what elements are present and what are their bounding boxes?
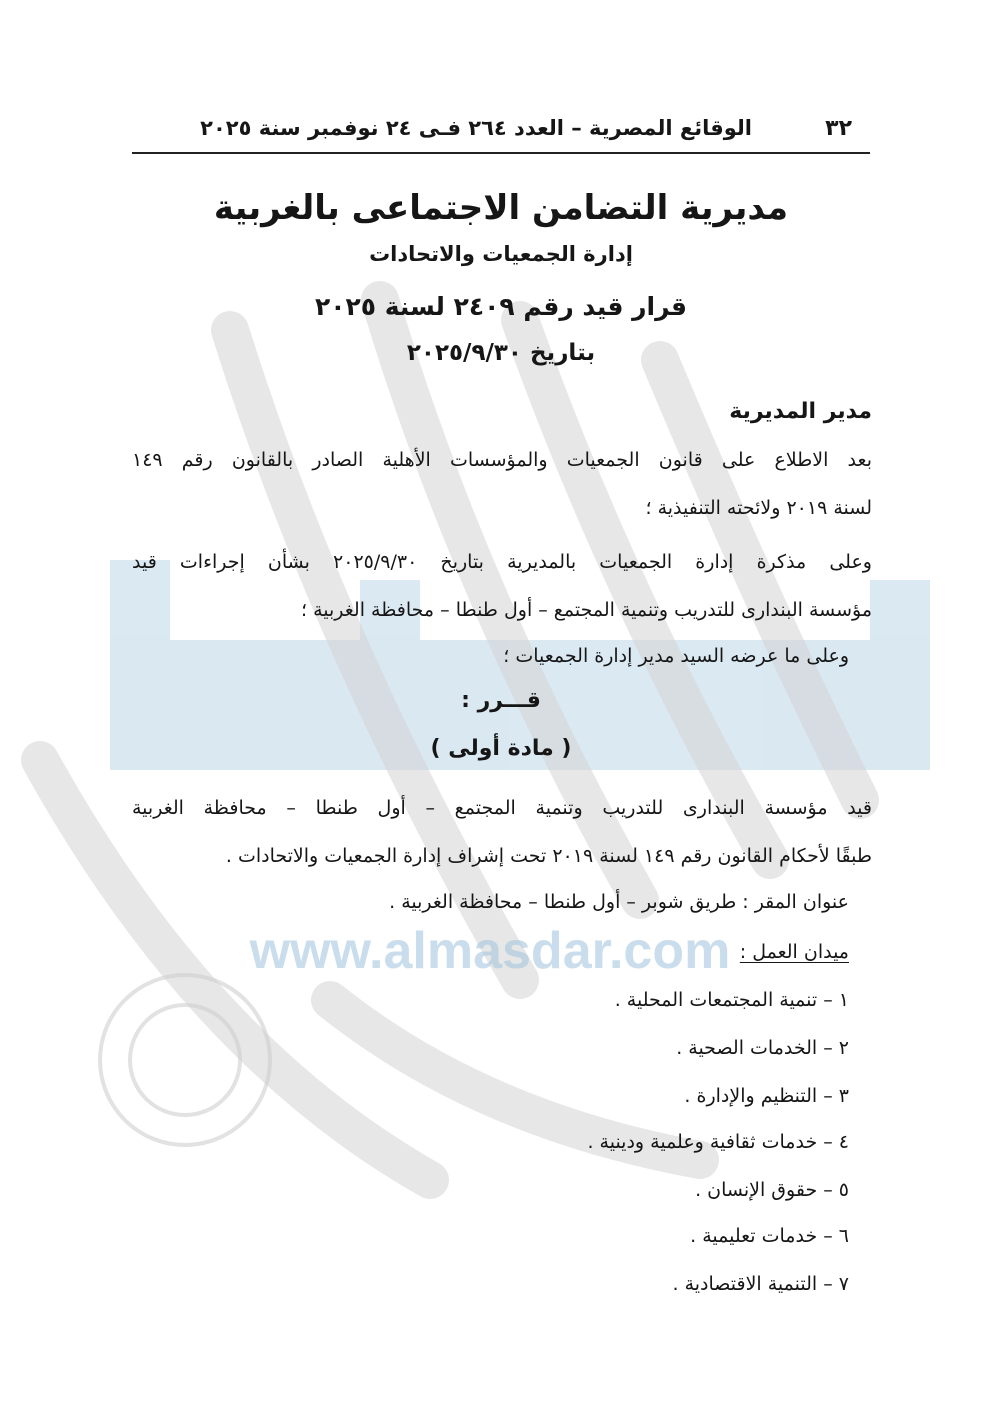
running-title: الوقائع المصرية – العدد ٢٦٤ فـى ٢٤ نوفمبر سنة ٢٠٢٥ [200, 116, 752, 140]
fields-label: ميدان العمل : [739, 941, 849, 963]
page-number: ٣٢ [825, 116, 852, 141]
preamble-line: مؤسسة البندارى للتدريب وتنمية المجتمع – أول طنطا – محافظة الغربية ؛ [300, 599, 872, 621]
running-header [132, 112, 870, 154]
preamble-line: لسنة ٢٠١٩ ولائحته التنفيذية ؛ [645, 497, 872, 519]
authority-title: مديرية التضامن الاجتماعى بالغربية [213, 188, 789, 228]
watermark-seal [100, 975, 270, 1145]
field-item: ٧ – التنمية الاقتصادية . [672, 1273, 849, 1295]
field-item: ٥ – حقوق الإنسان . [695, 1179, 849, 1201]
watermark-url: www.almasdar.com [249, 922, 731, 980]
decision-date: بتاريخ ٢٠٢٥/٩/٣٠ [406, 340, 596, 366]
field-item: ٦ – خدمات تعليمية . [690, 1225, 849, 1247]
article-text-line: طبقًا لأحكام القانون رقم ١٤٩ لسنة ٢٠١٩ تحت إشراف إدارة الجمعيات والاتحادات . [225, 845, 872, 867]
field-item: ٤ – خدمات ثقافية وعلمية ودينية . [587, 1131, 849, 1153]
preamble-line: بعد الاطلاع على قانون الجمعيات والمؤسسات الأهلية الصادر بالقانون رقم ١٤٩ [132, 449, 872, 471]
decided-heading: قـــرر : [461, 688, 541, 713]
preamble-line: وعلى مذكرة إدارة الجمعيات بالمديرية بتاريخ ٢٠٢٥/٩/٣٠ بشأن إجراءات قيد [132, 551, 872, 573]
headquarters-address: عنوان المقر : طريق شوبر – أول طنطا – محافظة الغربية . [389, 891, 849, 913]
field-item: ٢ – الخدمات الصحية . [676, 1037, 849, 1059]
department-title: إدارة الجمعيات والاتحادات [369, 242, 633, 266]
field-item: ١ – تنمية المجتمعات المحلية . [614, 989, 849, 1011]
issuer-heading: مدير المديرية [729, 399, 872, 424]
preamble-line: وعلى ما عرضه السيد مدير إدارة الجمعيات ؛ [503, 645, 849, 667]
article-text-line: قيد مؤسسة البندارى للتدريب وتنمية المجتمع – أول طنطا – محافظة الغربية [132, 797, 872, 819]
decision-title: قرار قيد رقم ٢٤٠٩ لسنة ٢٠٢٥ [314, 292, 688, 321]
field-item: ٣ – التنظيم والإدارة . [684, 1085, 849, 1107]
article-heading: ( مادة أولى ) [430, 736, 572, 761]
